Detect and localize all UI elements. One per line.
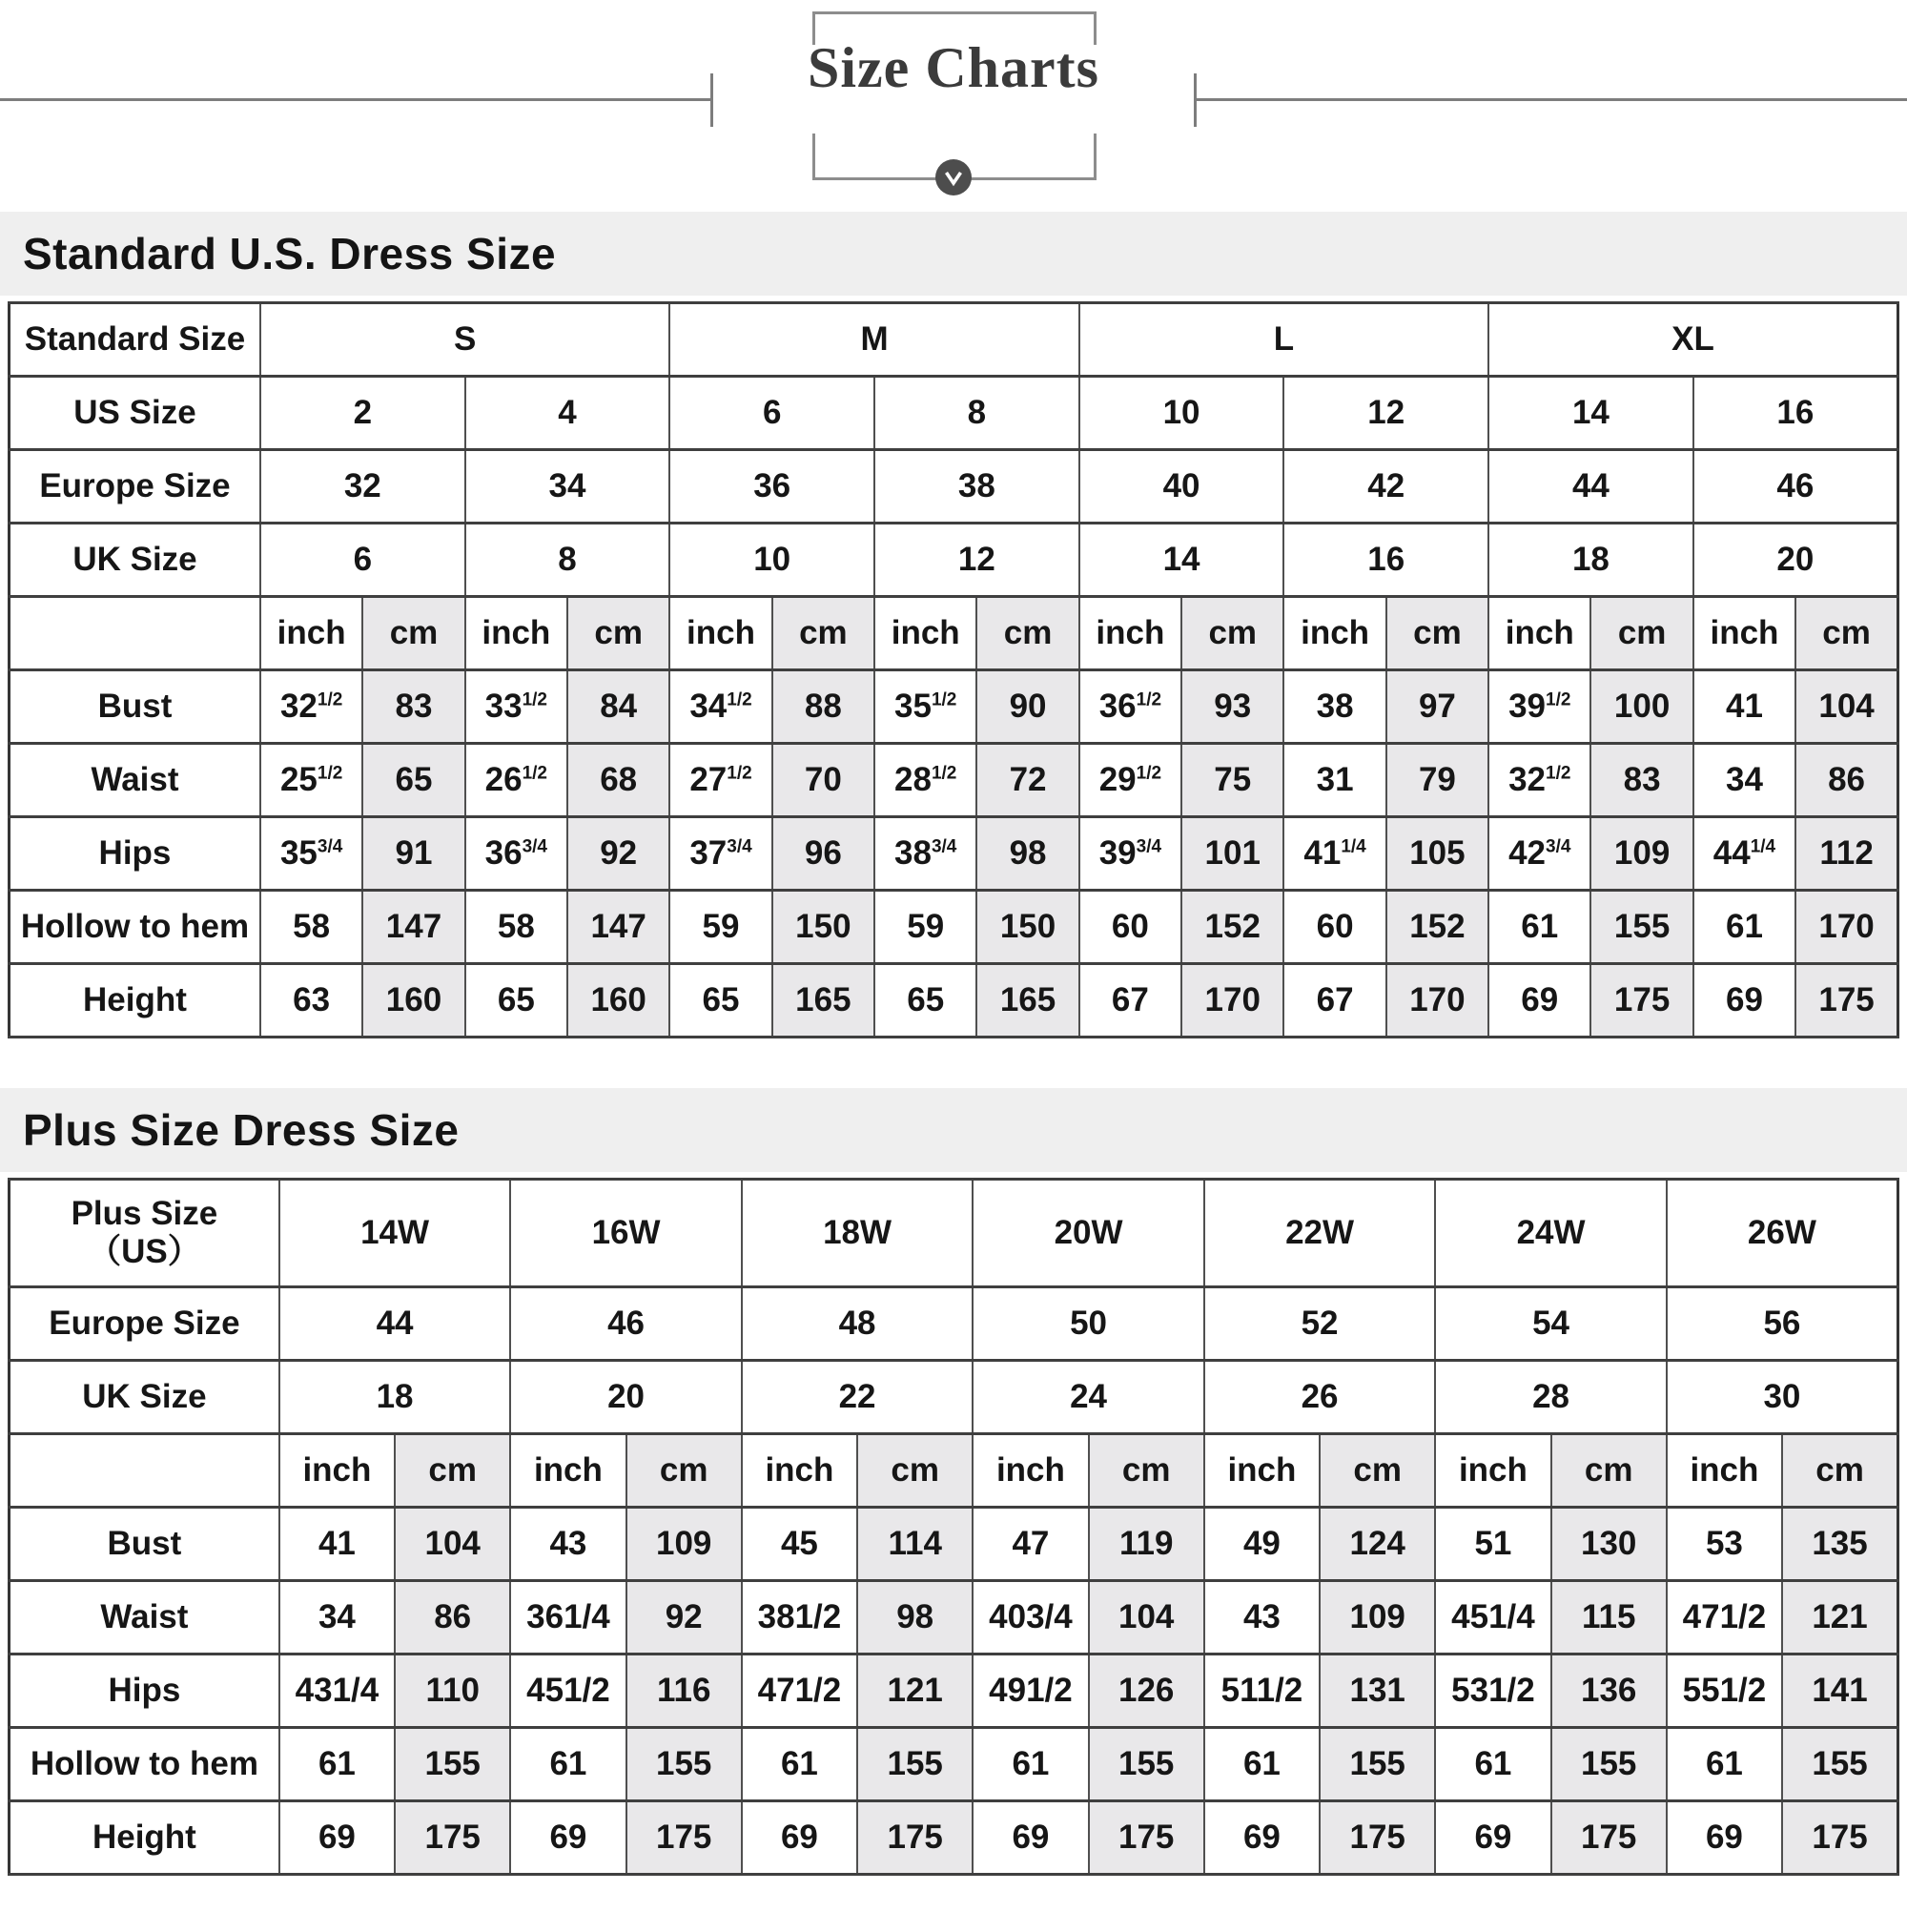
- size-value-cell: 109: [1320, 1581, 1435, 1655]
- size-value-cell: 59: [874, 891, 976, 964]
- size-value-cell: 175: [1590, 964, 1692, 1038]
- size-value-cell: 65: [669, 964, 771, 1038]
- size-value-cell: 61: [1204, 1728, 1320, 1801]
- plus-section-title: Plus Size Dress Size: [0, 1088, 1907, 1172]
- fraction-superscript: 3/4: [1546, 836, 1571, 857]
- size-value-cell: 20: [510, 1361, 742, 1434]
- size-value-cell: 150: [772, 891, 874, 964]
- row-label-europe-size: Europe Size: [10, 450, 260, 524]
- unit-header-cm: cm: [1590, 597, 1692, 670]
- size-value-cell: 58: [260, 891, 362, 964]
- meta-row-uk-size: [10, 524, 1898, 597]
- size-value-cell: 44: [279, 1287, 511, 1361]
- size-value-cell: 18: [279, 1361, 511, 1434]
- size-value-cell: 54: [1435, 1287, 1667, 1361]
- size-value-cell: 18: [1488, 524, 1693, 597]
- row-label-bust: Bust: [10, 1508, 279, 1581]
- size-value-cell: $36^{3/4}$: [465, 817, 567, 891]
- size-value-cell: 92: [626, 1581, 742, 1655]
- unit-header-inch: inch: [669, 597, 771, 670]
- size-value-cell: 6: [260, 524, 465, 597]
- size-value-cell: 175: [857, 1801, 973, 1875]
- size-value-cell: 14: [1079, 524, 1284, 597]
- size-value-cell: 69: [1693, 964, 1795, 1038]
- measure-row-height: [10, 1801, 1898, 1875]
- size-value-cell: 46: [1693, 450, 1898, 524]
- size-value-cell: 471/2: [1667, 1581, 1782, 1655]
- fraction-superscript: 1/2: [522, 763, 547, 784]
- size-value-cell: 26: [1204, 1361, 1436, 1434]
- size-value-cell: 53: [1667, 1508, 1782, 1581]
- size-value-cell: 38: [874, 450, 1079, 524]
- size-value-cell: 69: [510, 1801, 625, 1875]
- fraction-superscript: 1/2: [1546, 689, 1571, 710]
- measure-row-waist: [10, 1581, 1898, 1655]
- size-group-header: 14W: [279, 1180, 511, 1287]
- size-value-cell: 12: [1283, 377, 1488, 450]
- size-value-cell: 60: [1079, 891, 1181, 964]
- unit-header-inch: inch: [874, 597, 976, 670]
- size-value-cell: 136: [1551, 1655, 1667, 1728]
- size-value-cell: 69: [1435, 1801, 1550, 1875]
- size-value-cell: 135: [1782, 1508, 1897, 1581]
- size-value-cell: 41: [1693, 670, 1795, 744]
- size-value-cell: 86: [395, 1581, 510, 1655]
- size-value-cell: 58: [465, 891, 567, 964]
- size-group-header: 26W: [1667, 1180, 1898, 1287]
- size-value-cell: 69: [742, 1801, 857, 1875]
- size-value-cell: 403/4: [973, 1581, 1088, 1655]
- size-value-cell: 28: [1435, 1361, 1667, 1434]
- size-value-cell: 20: [1693, 524, 1898, 597]
- unit-header-cm: cm: [626, 1434, 742, 1508]
- size-value-cell: 47: [973, 1508, 1088, 1581]
- measure-row-waist: [10, 744, 1898, 817]
- measure-row-hollow-to-hem: [10, 891, 1898, 964]
- size-value-cell: 4: [465, 377, 670, 450]
- chevron-down-icon: [935, 159, 972, 195]
- fraction-superscript: 1/2: [1136, 689, 1162, 710]
- size-value-cell: 381/2: [742, 1581, 857, 1655]
- size-value-cell: 34: [1693, 744, 1795, 817]
- size-group-header: 20W: [973, 1180, 1204, 1287]
- size-value-cell: 79: [1386, 744, 1488, 817]
- size-value-cell: 91: [362, 817, 464, 891]
- row-label-hollow-to-hem: Hollow to hem: [10, 1728, 279, 1801]
- size-value-cell: 34: [279, 1581, 395, 1655]
- unit-header-inch: inch: [260, 597, 362, 670]
- size-value-cell: 24: [973, 1361, 1204, 1434]
- fraction-superscript: 3/4: [522, 836, 547, 857]
- size-value-cell: 155: [1089, 1728, 1204, 1801]
- size-value-cell: 44: [1488, 450, 1693, 524]
- size-value-cell: $39^{3/4}$: [1079, 817, 1181, 891]
- size-value-cell: 8: [465, 524, 670, 597]
- size-value-cell: 96: [772, 817, 874, 891]
- empty-corner-cell: [10, 597, 260, 670]
- size-value-cell: 152: [1181, 891, 1283, 964]
- standard-size-table: [8, 301, 1899, 1038]
- measure-row-hollow-to-hem: [10, 1728, 1898, 1801]
- size-value-cell: 93: [1181, 670, 1283, 744]
- size-value-cell: 126: [1089, 1655, 1204, 1728]
- row-label-hips: Hips: [10, 1655, 279, 1728]
- size-value-cell: 48: [742, 1287, 974, 1361]
- size-value-cell: 22: [742, 1361, 974, 1434]
- unit-header-inch: inch: [1204, 1434, 1320, 1508]
- meta-row-europe-size: [10, 1287, 1898, 1361]
- size-value-cell: 69: [279, 1801, 395, 1875]
- size-value-cell: 155: [1782, 1728, 1897, 1801]
- unit-header-inch: inch: [1283, 597, 1385, 670]
- unit-header-inch: inch: [279, 1434, 395, 1508]
- size-value-cell: 50: [973, 1287, 1204, 1361]
- size-value-cell: 34: [465, 450, 670, 524]
- size-value-cell: 86: [1795, 744, 1897, 817]
- size-value-cell: 2: [260, 377, 465, 450]
- size-value-cell: 42: [1283, 450, 1488, 524]
- size-value-cell: 175: [1795, 964, 1897, 1038]
- size-value-cell: 59: [669, 891, 771, 964]
- size-value-cell: 72: [976, 744, 1078, 817]
- size-value-cell: $39^{1/2}$: [1488, 670, 1590, 744]
- size-value-cell: 60: [1283, 891, 1385, 964]
- row-label-us-size: US Size: [10, 377, 260, 450]
- measure-row-hips: [10, 1655, 1898, 1728]
- size-value-cell: $28^{1/2}$: [874, 744, 976, 817]
- size-value-cell: 67: [1283, 964, 1385, 1038]
- size-group-header: 22W: [1204, 1180, 1436, 1287]
- size-value-cell: 63: [260, 964, 362, 1038]
- size-group-header: XL: [1488, 303, 1897, 377]
- unit-header-cm: cm: [1089, 1434, 1204, 1508]
- size-value-cell: 65: [465, 964, 567, 1038]
- unit-header-cm: cm: [567, 597, 669, 670]
- size-value-cell: 6: [669, 377, 874, 450]
- unit-header-cm: cm: [1181, 597, 1283, 670]
- plus-size-table: [8, 1178, 1899, 1876]
- size-value-cell: 83: [1590, 744, 1692, 817]
- measure-row-bust: [10, 1508, 1898, 1581]
- size-value-cell: 69: [1204, 1801, 1320, 1875]
- size-group-header: L: [1079, 303, 1488, 377]
- size-value-cell: 52: [1204, 1287, 1436, 1361]
- size-value-cell: 175: [1551, 1801, 1667, 1875]
- row-label-europe-size: Europe Size: [10, 1287, 279, 1361]
- size-value-cell: $35^{1/2}$: [874, 670, 976, 744]
- size-value-cell: $36^{1/2}$: [1079, 670, 1181, 744]
- row-label-waist: Waist: [10, 1581, 279, 1655]
- unit-header-inch: inch: [1488, 597, 1590, 670]
- measure-row-bust: [10, 670, 1898, 744]
- unit-header-inch: inch: [1079, 597, 1181, 670]
- size-value-cell: 36: [669, 450, 874, 524]
- size-value-cell: 97: [1386, 670, 1488, 744]
- size-value-cell: 511/2: [1204, 1655, 1320, 1728]
- size-value-cell: 43: [510, 1508, 625, 1581]
- unit-header-cm: cm: [1551, 1434, 1667, 1508]
- fraction-superscript: 1/2: [1136, 763, 1162, 784]
- size-value-cell: 121: [857, 1655, 973, 1728]
- fraction-superscript: 1/2: [931, 689, 957, 710]
- unit-header-row: [10, 1434, 1898, 1508]
- size-value-cell: 116: [626, 1655, 742, 1728]
- size-value-cell: 160: [567, 964, 669, 1038]
- size-value-cell: $29^{1/2}$: [1079, 744, 1181, 817]
- fraction-superscript: 1/2: [727, 763, 752, 784]
- size-value-cell: 10: [1079, 377, 1284, 450]
- meta-row-uk-size: [10, 1361, 1898, 1434]
- size-value-cell: 61: [279, 1728, 395, 1801]
- size-value-cell: 491/2: [973, 1655, 1088, 1728]
- size-value-cell: 155: [1320, 1728, 1435, 1801]
- size-value-cell: 104: [1795, 670, 1897, 744]
- size-group-row: [10, 1180, 1898, 1287]
- size-value-cell: $42^{3/4}$: [1488, 817, 1590, 891]
- size-value-cell: 175: [395, 1801, 510, 1875]
- size-group-header: 24W: [1435, 1180, 1667, 1287]
- fraction-superscript: 1/2: [727, 689, 752, 710]
- size-value-cell: 175: [1320, 1801, 1435, 1875]
- fraction-superscript: 1/2: [522, 689, 547, 710]
- row-label-hips: Hips: [10, 817, 260, 891]
- standard-section-title: Standard U.S. Dress Size: [0, 212, 1907, 296]
- unit-header-cm: cm: [395, 1434, 510, 1508]
- size-value-cell: 101: [1181, 817, 1283, 891]
- size-value-cell: 150: [976, 891, 1078, 964]
- size-group-header: 16W: [510, 1180, 742, 1287]
- fraction-superscript: 3/4: [317, 836, 343, 857]
- unit-header-inch: inch: [973, 1434, 1088, 1508]
- row-label-bust: Bust: [10, 670, 260, 744]
- size-value-cell: 115: [1551, 1581, 1667, 1655]
- size-value-cell: 61: [973, 1728, 1088, 1801]
- unit-header-inch: inch: [465, 597, 567, 670]
- size-value-cell: 141: [1782, 1655, 1897, 1728]
- size-value-cell: 69: [1667, 1801, 1782, 1875]
- size-value-cell: $37^{3/4}$: [669, 817, 771, 891]
- size-value-cell: $32^{1/2}$: [1488, 744, 1590, 817]
- empty-corner-cell: [10, 1434, 279, 1508]
- size-value-cell: 30: [1667, 1361, 1898, 1434]
- size-value-cell: 90: [976, 670, 1078, 744]
- size-value-cell: 67: [1079, 964, 1181, 1038]
- row-label-uk-size: UK Size: [10, 1361, 279, 1434]
- size-value-cell: 361/4: [510, 1581, 625, 1655]
- size-value-cell: 84: [567, 670, 669, 744]
- size-value-cell: 471/2: [742, 1655, 857, 1728]
- row-label-height: Height: [10, 964, 260, 1038]
- size-value-cell: 41: [279, 1508, 395, 1581]
- size-value-cell: 92: [567, 817, 669, 891]
- size-group-row: [10, 303, 1898, 377]
- standard-size-section: [0, 212, 1907, 1038]
- size-value-cell: 98: [976, 817, 1078, 891]
- size-value-cell: 109: [626, 1508, 742, 1581]
- fraction-superscript: 1/2: [317, 689, 343, 710]
- size-value-cell: $35^{3/4}$: [260, 817, 362, 891]
- size-value-cell: 451/4: [1435, 1581, 1550, 1655]
- size-value-cell: 175: [626, 1801, 742, 1875]
- size-value-cell: 51: [1435, 1508, 1550, 1581]
- size-value-cell: 65: [874, 964, 976, 1038]
- size-value-cell: $38^{3/4}$: [874, 817, 976, 891]
- size-value-cell: 551/2: [1667, 1655, 1782, 1728]
- row-label-uk-size: UK Size: [10, 524, 260, 597]
- size-value-cell: 65: [362, 744, 464, 817]
- size-value-cell: 61: [1435, 1728, 1550, 1801]
- size-group-header: M: [669, 303, 1078, 377]
- unit-header-cm: cm: [772, 597, 874, 670]
- unit-header-cm: cm: [976, 597, 1078, 670]
- size-value-cell: 38: [1283, 670, 1385, 744]
- size-value-cell: 69: [973, 1801, 1088, 1875]
- chevron-down-glyph: [942, 166, 965, 189]
- size-value-cell: 88: [772, 670, 874, 744]
- measure-row-hips: [10, 817, 1898, 891]
- size-value-cell: 170: [1795, 891, 1897, 964]
- measure-row-height: [10, 964, 1898, 1038]
- size-value-cell: 61: [1667, 1728, 1782, 1801]
- unit-header-inch: inch: [1667, 1434, 1782, 1508]
- size-value-cell: 165: [772, 964, 874, 1038]
- size-value-cell: 75: [1181, 744, 1283, 817]
- size-value-cell: 160: [362, 964, 464, 1038]
- size-value-cell: 45: [742, 1508, 857, 1581]
- unit-header-cm: cm: [1320, 1434, 1435, 1508]
- size-value-cell: 40: [1079, 450, 1284, 524]
- unit-header-inch: inch: [1693, 597, 1795, 670]
- corner-label: Plus Size （US）: [10, 1180, 279, 1287]
- size-group-header: S: [260, 303, 669, 377]
- fraction-superscript: 1/2: [1546, 763, 1571, 784]
- size-value-cell: 109: [1590, 817, 1692, 891]
- size-value-cell: 10: [669, 524, 874, 597]
- fraction-superscript: 1/2: [931, 763, 957, 784]
- unit-header-cm: cm: [1782, 1434, 1897, 1508]
- size-value-cell: 451/2: [510, 1655, 625, 1728]
- size-group-header: 18W: [742, 1180, 974, 1287]
- size-value-cell: 69: [1488, 964, 1590, 1038]
- size-value-cell: 105: [1386, 817, 1488, 891]
- size-value-cell: 100: [1590, 670, 1692, 744]
- size-value-cell: 155: [626, 1728, 742, 1801]
- size-value-cell: 119: [1089, 1508, 1204, 1581]
- size-value-cell: $27^{1/2}$: [669, 744, 771, 817]
- row-label-height: Height: [10, 1801, 279, 1875]
- size-value-cell: 98: [857, 1581, 973, 1655]
- size-value-cell: $44^{1/4}$: [1693, 817, 1795, 891]
- corner-label: Standard Size: [10, 303, 260, 377]
- size-value-cell: 32: [260, 450, 465, 524]
- size-value-cell: 155: [1590, 891, 1692, 964]
- unit-header-inch: inch: [510, 1434, 625, 1508]
- fraction-superscript: 1/2: [317, 763, 343, 784]
- size-value-cell: 61: [742, 1728, 857, 1801]
- plus-size-section: [0, 1088, 1907, 1876]
- size-value-cell: 170: [1386, 964, 1488, 1038]
- size-value-cell: 61: [1693, 891, 1795, 964]
- size-value-cell: 165: [976, 964, 1078, 1038]
- size-value-cell: 155: [1551, 1728, 1667, 1801]
- size-value-cell: 83: [362, 670, 464, 744]
- size-value-cell: 170: [1181, 964, 1283, 1038]
- size-value-cell: $26^{1/2}$: [465, 744, 567, 817]
- fraction-superscript: 3/4: [727, 836, 752, 857]
- size-value-cell: 147: [362, 891, 464, 964]
- size-value-cell: 104: [395, 1508, 510, 1581]
- size-value-cell: 61: [1488, 891, 1590, 964]
- fraction-superscript: 1/4: [1341, 836, 1366, 857]
- size-value-cell: 8: [874, 377, 1079, 450]
- row-label-hollow-to-hem: Hollow to hem: [10, 891, 260, 964]
- meta-row-europe-size: [10, 450, 1898, 524]
- size-value-cell: 124: [1320, 1508, 1435, 1581]
- size-value-cell: 12: [874, 524, 1079, 597]
- size-value-cell: 531/2: [1435, 1655, 1550, 1728]
- size-value-cell: $25^{1/2}$: [260, 744, 362, 817]
- size-value-cell: 56: [1667, 1287, 1898, 1361]
- size-value-cell: 104: [1089, 1581, 1204, 1655]
- size-value-cell: 16: [1283, 524, 1488, 597]
- unit-header-row: [10, 597, 1898, 670]
- size-value-cell: 175: [1782, 1801, 1897, 1875]
- unit-header-inch: inch: [1435, 1434, 1550, 1508]
- size-value-cell: 31: [1283, 744, 1385, 817]
- size-value-cell: 112: [1795, 817, 1897, 891]
- unit-header-cm: cm: [1386, 597, 1488, 670]
- size-value-cell: 61: [510, 1728, 625, 1801]
- size-value-cell: 14: [1488, 377, 1693, 450]
- size-value-cell: 130: [1551, 1508, 1667, 1581]
- size-value-cell: 16: [1693, 377, 1898, 450]
- size-value-cell: 155: [857, 1728, 973, 1801]
- fraction-superscript: 3/4: [1136, 836, 1162, 857]
- size-value-cell: 131: [1320, 1655, 1435, 1728]
- size-value-cell: 68: [567, 744, 669, 817]
- size-value-cell: 43: [1204, 1581, 1320, 1655]
- size-value-cell: $41^{1/4}$: [1283, 817, 1385, 891]
- unit-header-cm: cm: [857, 1434, 973, 1508]
- fraction-superscript: 3/4: [931, 836, 957, 857]
- size-value-cell: $32^{1/2}$: [260, 670, 362, 744]
- size-value-cell: 147: [567, 891, 669, 964]
- size-value-cell: 110: [395, 1655, 510, 1728]
- unit-header-inch: inch: [742, 1434, 857, 1508]
- size-value-cell: 70: [772, 744, 874, 817]
- unit-header-cm: cm: [1795, 597, 1897, 670]
- size-value-cell: 121: [1782, 1581, 1897, 1655]
- size-value-cell: 155: [395, 1728, 510, 1801]
- row-label-waist: Waist: [10, 744, 260, 817]
- size-value-cell: 46: [510, 1287, 742, 1361]
- size-value-cell: 175: [1089, 1801, 1204, 1875]
- size-value-cell: 152: [1386, 891, 1488, 964]
- size-charts-header: [0, 0, 1907, 198]
- meta-row-us-size: [10, 377, 1898, 450]
- fraction-superscript: 1/4: [1750, 836, 1776, 857]
- size-value-cell: $34^{1/2}$: [669, 670, 771, 744]
- page-title: Size Charts: [808, 36, 1099, 99]
- size-value-cell: 114: [857, 1508, 973, 1581]
- size-value-cell: 431/4: [279, 1655, 395, 1728]
- unit-header-cm: cm: [362, 597, 464, 670]
- size-value-cell: $33^{1/2}$: [465, 670, 567, 744]
- size-value-cell: 49: [1204, 1508, 1320, 1581]
